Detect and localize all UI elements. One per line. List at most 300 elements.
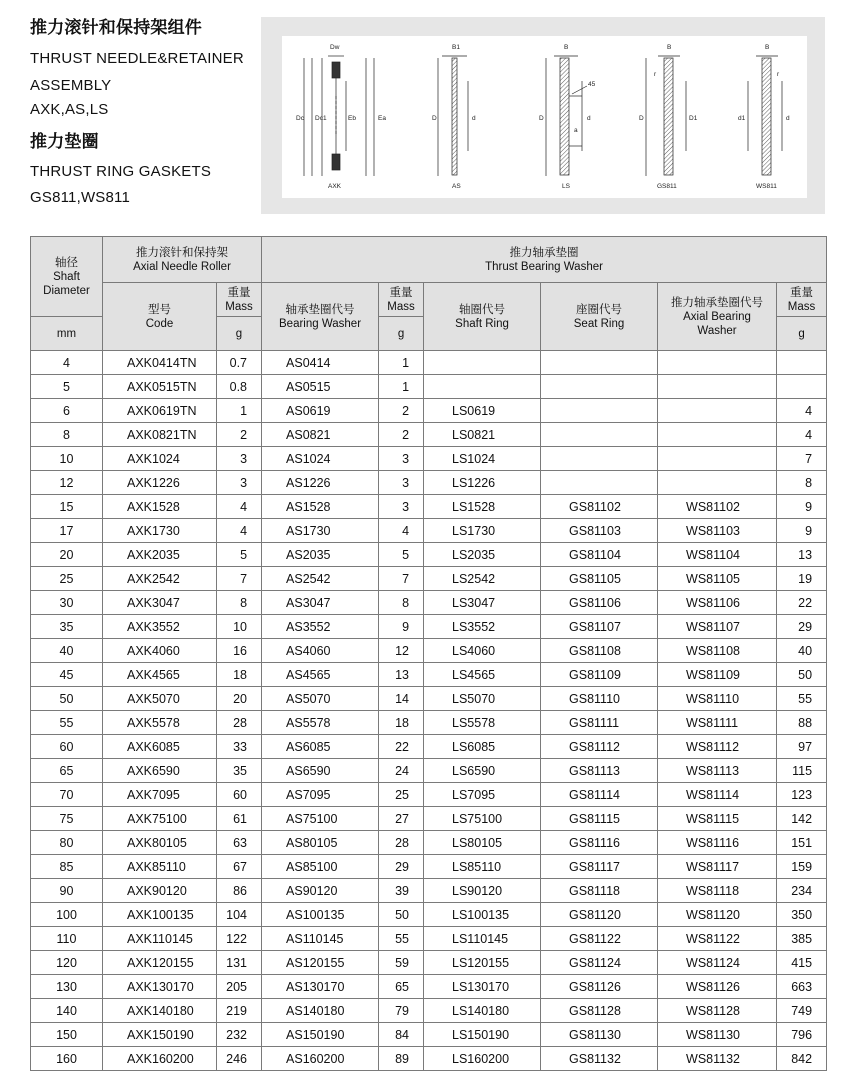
ws-code-cell: WS81102 — [658, 495, 777, 519]
table-row — [31, 663, 827, 687]
table-row — [31, 855, 827, 879]
ls-code-cell — [424, 375, 541, 399]
ws-r-label: r — [777, 71, 780, 78]
gs-code-cell: GS81122 — [541, 927, 658, 951]
ls-code-cell: LS130170 — [424, 975, 541, 999]
axk-code-cell: AXK100135 — [103, 903, 217, 927]
washer-mass-cell: 8 — [777, 471, 827, 495]
ls-code-cell: LS1730 — [424, 519, 541, 543]
ls-label: LS — [562, 183, 570, 190]
washer-header-cn: 推力轴承垫圈 — [509, 246, 579, 259]
table-row — [31, 447, 827, 471]
ls-code-cell: LS5578 — [424, 711, 541, 735]
as-mass-cell: 12 — [379, 639, 424, 663]
table-row — [31, 735, 827, 759]
title-cn-needle: 推力滚针和保持架组件 — [30, 18, 202, 37]
as-code-cell: AS150190 — [262, 1023, 379, 1047]
axk-code-cell: AXK0515TN — [103, 375, 217, 399]
ws-code-cell — [658, 375, 777, 399]
ls-code-cell: LS140180 — [424, 999, 541, 1023]
a-label: a — [574, 127, 578, 134]
gs-d1-label: D1 — [689, 115, 698, 122]
gs-code-cell: GS81103 — [541, 519, 658, 543]
mass3-header-cn: 重量 — [790, 286, 814, 299]
as-code-cell: AS1024 — [262, 447, 379, 471]
axk-code-cell: AXK0821TN — [103, 423, 217, 447]
ls-code-cell: LS0619 — [424, 399, 541, 423]
ws-code-cell — [658, 351, 777, 375]
as-code-cell: AS4565 — [262, 663, 379, 687]
axk-code-cell: AXK5578 — [103, 711, 217, 735]
washer-mass-cell: 142 — [777, 807, 827, 831]
ls-code-cell: LS7095 — [424, 783, 541, 807]
mass-header — [217, 283, 262, 317]
as-mass-cell: 50 — [379, 903, 424, 927]
thrust-washer-header — [262, 237, 827, 283]
seat-ring-header-cn: 座圈代号 — [576, 303, 623, 316]
gs-code-cell: GS81120 — [541, 903, 658, 927]
table-row — [31, 375, 827, 399]
as-code-cell: AS140180 — [262, 999, 379, 1023]
axk-code-cell: AXK90120 — [103, 879, 217, 903]
axk-mass-cell: 205 — [217, 975, 262, 999]
as-mass-cell: 14 — [379, 687, 424, 711]
table-row — [31, 495, 827, 519]
gs-code-cell: GS81102 — [541, 495, 658, 519]
axk-code-cell: AXK2035 — [103, 543, 217, 567]
as-code-cell: AS80105 — [262, 831, 379, 855]
gs-code-cell — [541, 399, 658, 423]
shaft-diameter-cell: 35 — [31, 615, 103, 639]
as-code-cell: AS5578 — [262, 711, 379, 735]
washer-mass-cell: 415 — [777, 951, 827, 975]
as-mass-cell: 59 — [379, 951, 424, 975]
as-code-cell: AS7095 — [262, 783, 379, 807]
gs811-section — [646, 56, 686, 176]
as-code-cell: AS6590 — [262, 759, 379, 783]
gs-code-cell: GS81110 — [541, 687, 658, 711]
shaft-ring-header-cn: 轴圈代号 — [459, 303, 506, 316]
as-mass-cell: 84 — [379, 1023, 424, 1047]
table-row — [31, 831, 827, 855]
as-code-cell: AS120155 — [262, 951, 379, 975]
axk-code-cell: AXK3552 — [103, 615, 217, 639]
as-code-cell: AS1730 — [262, 519, 379, 543]
gs-code-cell: GS81115 — [541, 807, 658, 831]
ws-code-cell: WS81106 — [658, 591, 777, 615]
washer-header-en: Thrust Bearing Washer — [485, 260, 603, 273]
mass3-unit-header: g — [777, 317, 827, 351]
axk-code-cell: AXK4060 — [103, 639, 217, 663]
axk-mass-cell: 104 — [217, 903, 262, 927]
shaft-diameter-cell: 55 — [31, 711, 103, 735]
ls-b-label: B — [564, 44, 569, 51]
ws-code-cell: WS81110 — [658, 687, 777, 711]
axk-code-cell: AXK140180 — [103, 999, 217, 1023]
axial-header-cn: 推力滚针和保持架 — [136, 246, 228, 259]
mass2-unit-header: g — [379, 317, 424, 351]
washer-mass-cell: 234 — [777, 879, 827, 903]
axk-mass-cell: 2 — [217, 423, 262, 447]
as-mass-cell: 4 — [379, 519, 424, 543]
mass-header-en: Mass — [225, 300, 253, 313]
table-row — [31, 711, 827, 735]
as-code-cell: AS0619 — [262, 399, 379, 423]
title-en-needle: THRUST NEEDLE&RETAINER — [30, 50, 244, 67]
table-row — [31, 975, 827, 999]
as-mass-cell: 25 — [379, 783, 424, 807]
axk-mass-cell: 4 — [217, 495, 262, 519]
axk-code-cell: AXK160200 — [103, 1047, 217, 1071]
washer-mass-cell: 22 — [777, 591, 827, 615]
ls-code-cell: LS90120 — [424, 879, 541, 903]
as-code-cell: AS110145 — [262, 927, 379, 951]
axk-code-cell: AXK3047 — [103, 591, 217, 615]
ls-code-cell: LS5070 — [424, 687, 541, 711]
axk-code-cell: AXK7095 — [103, 783, 217, 807]
ws-code-cell: WS81126 — [658, 975, 777, 999]
ls-code-cell: LS3047 — [424, 591, 541, 615]
gs-code-cell — [541, 447, 658, 471]
washer-mass-cell: 19 — [777, 567, 827, 591]
ws-code-cell: WS81117 — [658, 855, 777, 879]
washer-mass-cell: 796 — [777, 1023, 827, 1047]
diagram-panel — [261, 17, 825, 214]
washer-mass-cell: 663 — [777, 975, 827, 999]
axk-mass-cell: 3 — [217, 447, 262, 471]
shaft-diameter-cell: 130 — [31, 975, 103, 999]
ws-d-label: d — [786, 115, 790, 122]
axk-code-cell: AXK1024 — [103, 447, 217, 471]
axk-code-cell: AXK1226 — [103, 471, 217, 495]
dw-label: Dw — [330, 44, 340, 51]
ls-code-cell: LS120155 — [424, 951, 541, 975]
shaft-diameter-cell: 40 — [31, 639, 103, 663]
axk-mass-cell: 28 — [217, 711, 262, 735]
as-code-cell: AS0821 — [262, 423, 379, 447]
shaft-ring-header-en: Shaft Ring — [455, 317, 509, 330]
axial-washer-header — [658, 283, 777, 351]
table-row — [31, 1047, 827, 1071]
axw-header-en1: Axial Bearing — [683, 310, 751, 323]
gs-code-cell: GS81112 — [541, 735, 658, 759]
angle-label: 45 — [588, 81, 596, 88]
shaft-header-en2: Diameter — [43, 284, 90, 297]
ws-code-cell — [658, 423, 777, 447]
gs-code-cell: GS81126 — [541, 975, 658, 999]
shaft-diameter-cell: 30 — [31, 591, 103, 615]
b1-label: B1 — [452, 44, 460, 51]
washer-mass-cell: 9 — [777, 495, 827, 519]
shaft-diameter-cell: 60 — [31, 735, 103, 759]
table-row — [31, 999, 827, 1023]
axk-mass-cell: 5 — [217, 543, 262, 567]
washer-mass-cell: 88 — [777, 711, 827, 735]
axk-code-cell: AXK130170 — [103, 975, 217, 999]
shaft-diameter-cell: 80 — [31, 831, 103, 855]
table-row — [31, 639, 827, 663]
axk-mass-cell: 60 — [217, 783, 262, 807]
axk-mass-cell: 122 — [217, 927, 262, 951]
as-code-cell: AS4060 — [262, 639, 379, 663]
axk-code-cell: AXK6085 — [103, 735, 217, 759]
shaft-diameter-cell: 20 — [31, 543, 103, 567]
title-cn-gasket: 推力垫圈 — [30, 132, 99, 151]
ws-code-cell: WS81105 — [658, 567, 777, 591]
shaft-diameter-cell: 6 — [31, 399, 103, 423]
shaft-diameter-cell: 45 — [31, 663, 103, 687]
as-code-cell: AS3047 — [262, 591, 379, 615]
gs-code-cell: GS81118 — [541, 879, 658, 903]
table-row — [31, 615, 827, 639]
washer-mass-cell: 115 — [777, 759, 827, 783]
ws-code-cell — [658, 399, 777, 423]
axk-mass-cell: 0.7 — [217, 351, 262, 375]
axial-header-en: Axial Needle Roller — [133, 260, 231, 273]
as-mass-cell: 9 — [379, 615, 424, 639]
table-row — [31, 351, 827, 375]
axk-code-cell: AXK85110 — [103, 855, 217, 879]
specification-table — [30, 236, 827, 1071]
as-mass-cell: 27 — [379, 807, 424, 831]
title-models-gs: GS811,WS811 — [30, 189, 131, 206]
washer-mass-cell: 159 — [777, 855, 827, 879]
ls-code-cell: LS6590 — [424, 759, 541, 783]
shaft-diameter-cell: 15 — [31, 495, 103, 519]
axk-mass-cell: 18 — [217, 663, 262, 687]
as-mass-cell: 5 — [379, 543, 424, 567]
gs-r-label: r — [654, 71, 657, 78]
ws-code-cell: WS81115 — [658, 807, 777, 831]
axk-code-cell: AXK2542 — [103, 567, 217, 591]
shaft-ring-header — [424, 283, 541, 351]
axk-mass-cell: 1 — [217, 399, 262, 423]
as-mass-cell: 3 — [379, 495, 424, 519]
ws-code-cell: WS81120 — [658, 903, 777, 927]
ls-code-cell: LS150190 — [424, 1023, 541, 1047]
as-code-cell: AS3552 — [262, 615, 379, 639]
axk-code-cell: AXK75100 — [103, 807, 217, 831]
table-row — [31, 951, 827, 975]
table-row — [31, 591, 827, 615]
as-mass-cell: 79 — [379, 999, 424, 1023]
shaft-header-en1: Shaft — [53, 270, 80, 283]
code-header-en: Code — [145, 317, 174, 330]
ws-code-cell: WS81107 — [658, 615, 777, 639]
shaft-diameter-cell: 5 — [31, 375, 103, 399]
seat-ring-header-en: Seat Ring — [573, 317, 625, 330]
ws811-label: WS811 — [756, 183, 777, 190]
as-section — [438, 56, 468, 176]
axk-mass-cell: 86 — [217, 879, 262, 903]
table-row — [31, 687, 827, 711]
mass2-header-en: Mass — [387, 300, 415, 313]
shaft-diameter-cell: 70 — [31, 783, 103, 807]
as-mass-cell: 7 — [379, 567, 424, 591]
shaft-diameter-cell: 100 — [31, 903, 103, 927]
axk-mass-cell: 20 — [217, 687, 262, 711]
axk-mass-cell: 33 — [217, 735, 262, 759]
gs-b-label: B — [667, 44, 672, 51]
washer-mass-cell: 749 — [777, 999, 827, 1023]
axk-code-cell: AXK0619TN — [103, 399, 217, 423]
gs-code-cell — [541, 375, 658, 399]
washer-mass-cell: 350 — [777, 903, 827, 927]
gs-code-cell: GS81116 — [541, 831, 658, 855]
ls-code-cell: LS3552 — [424, 615, 541, 639]
washer-mass-cell: 29 — [777, 615, 827, 639]
ws-code-cell: WS81128 — [658, 999, 777, 1023]
axk-code-cell: AXK6590 — [103, 759, 217, 783]
washer-mass-cell: 13 — [777, 543, 827, 567]
ws-code-cell: WS81114 — [658, 783, 777, 807]
gs811-label: GS811 — [657, 183, 677, 190]
axk-mass-cell: 232 — [217, 1023, 262, 1047]
code-header — [103, 283, 217, 351]
axk-code-cell: AXK4565 — [103, 663, 217, 687]
washer-mass-cell: 385 — [777, 927, 827, 951]
as-code-cell: AS1528 — [262, 495, 379, 519]
ws-code-cell: WS81122 — [658, 927, 777, 951]
gs-code-cell: GS81114 — [541, 783, 658, 807]
ls-code-cell: LS6085 — [424, 735, 541, 759]
shaft-diameter-cell: 50 — [31, 687, 103, 711]
axk-code-cell: AXK5070 — [103, 687, 217, 711]
axk-mass-cell: 131 — [217, 951, 262, 975]
axw-header-cn: 推力轴承垫圈代号 — [671, 296, 764, 309]
gs-code-cell: GS81105 — [541, 567, 658, 591]
as-mass-cell: 28 — [379, 831, 424, 855]
washer-mass-cell: 7 — [777, 447, 827, 471]
mass3-header-en: Mass — [787, 300, 816, 313]
ws-code-cell — [658, 471, 777, 495]
shaft-diameter-cell: 140 — [31, 999, 103, 1023]
mass-header-cn: 重量 — [227, 286, 251, 299]
ls-code-cell: LS4060 — [424, 639, 541, 663]
as-code-cell: AS0515 — [262, 375, 379, 399]
ls-code-cell: LS1528 — [424, 495, 541, 519]
ls-code-cell: LS75100 — [424, 807, 541, 831]
mass2-header — [379, 283, 424, 317]
gs-code-cell — [541, 471, 658, 495]
seat-ring-header — [541, 283, 658, 351]
as-code-cell: AS6085 — [262, 735, 379, 759]
as-mass-cell: 55 — [379, 927, 424, 951]
as-mass-cell: 2 — [379, 423, 424, 447]
table-row — [31, 543, 827, 567]
table-row — [31, 759, 827, 783]
ws-code-cell: WS81130 — [658, 1023, 777, 1047]
as-mass-cell: 3 — [379, 447, 424, 471]
as-mass-cell: 29 — [379, 855, 424, 879]
shaft-header-cn: 轴径 — [55, 256, 78, 269]
ls-code-cell: LS85110 — [424, 855, 541, 879]
ls-code-cell: LS80105 — [424, 831, 541, 855]
washer-mass-cell — [777, 351, 827, 375]
as-mass-cell: 2 — [379, 399, 424, 423]
table-row — [31, 423, 827, 447]
shaft-diameter-cell: 12 — [31, 471, 103, 495]
shaft-diameter-cell: 65 — [31, 759, 103, 783]
title-en-assembly: ASSEMBLY — [30, 77, 112, 94]
bw-header-cn: 轴承垫圈代号 — [285, 303, 355, 316]
axk-mass-cell: 246 — [217, 1047, 262, 1071]
table-row — [31, 519, 827, 543]
shaft-diameter-cell: 90 — [31, 879, 103, 903]
shaft-diameter-cell: 4 — [31, 351, 103, 375]
washer-mass-cell: 151 — [777, 831, 827, 855]
as-code-cell: AS2035 — [262, 543, 379, 567]
gs-code-cell — [541, 423, 658, 447]
ws-code-cell: WS81118 — [658, 879, 777, 903]
washer-mass-cell: 4 — [777, 423, 827, 447]
axk-mass-cell: 4 — [217, 519, 262, 543]
mass3-header — [777, 283, 827, 317]
washer-mass-cell: 55 — [777, 687, 827, 711]
table-row — [31, 807, 827, 831]
ls-code-cell: LS1024 — [424, 447, 541, 471]
as-code-cell: AS130170 — [262, 975, 379, 999]
as-code-cell: AS5070 — [262, 687, 379, 711]
gs-code-cell: GS81109 — [541, 663, 658, 687]
washer-mass-cell: 842 — [777, 1047, 827, 1071]
as-mass-cell: 65 — [379, 975, 424, 999]
ls-code-cell: LS2035 — [424, 543, 541, 567]
shaft-unit-header: mm — [31, 317, 103, 351]
shaft-diameter-cell: 10 — [31, 447, 103, 471]
axk-mass-cell: 0.8 — [217, 375, 262, 399]
as-code-cell: AS0414 — [262, 351, 379, 375]
as-code-cell: AS160200 — [262, 1047, 379, 1071]
axk-code-cell: AXK150190 — [103, 1023, 217, 1047]
axk-mass-cell: 10 — [217, 615, 262, 639]
axk-label: AXK — [328, 183, 342, 190]
ws-code-cell: WS81116 — [658, 831, 777, 855]
table-row — [31, 471, 827, 495]
ls-code-cell: LS100135 — [424, 903, 541, 927]
table-row — [31, 783, 827, 807]
shaft-diameter-header — [31, 237, 103, 317]
as-code-cell: AS85100 — [262, 855, 379, 879]
ls-code-cell: LS1226 — [424, 471, 541, 495]
ls-code-cell: LS160200 — [424, 1047, 541, 1071]
gs-code-cell: GS81117 — [541, 855, 658, 879]
ws-code-cell: WS81112 — [658, 735, 777, 759]
washer-mass-cell: 123 — [777, 783, 827, 807]
as-mass-cell: 18 — [379, 711, 424, 735]
axk-mass-cell: 16 — [217, 639, 262, 663]
washer-mass-cell: 50 — [777, 663, 827, 687]
washer-mass-cell: 40 — [777, 639, 827, 663]
gs-code-cell: GS81128 — [541, 999, 658, 1023]
gs-code-cell: GS81130 — [541, 1023, 658, 1047]
axk-code-cell: AXK1528 — [103, 495, 217, 519]
gs-code-cell: GS81132 — [541, 1047, 658, 1071]
gs-code-cell: GS81107 — [541, 615, 658, 639]
table-body — [31, 351, 827, 1071]
code-header-cn: 型号 — [148, 303, 171, 316]
as-mass-cell: 22 — [379, 735, 424, 759]
table-row — [31, 879, 827, 903]
as-code-cell: AS75100 — [262, 807, 379, 831]
eb-label: Eb — [348, 115, 356, 122]
as-label: AS — [452, 183, 461, 190]
ws-code-cell: WS81111 — [658, 711, 777, 735]
gs-code-cell: GS81111 — [541, 711, 658, 735]
as-mass-cell: 13 — [379, 663, 424, 687]
ws-b-label: B — [765, 44, 770, 51]
ws-code-cell: WS81113 — [658, 759, 777, 783]
